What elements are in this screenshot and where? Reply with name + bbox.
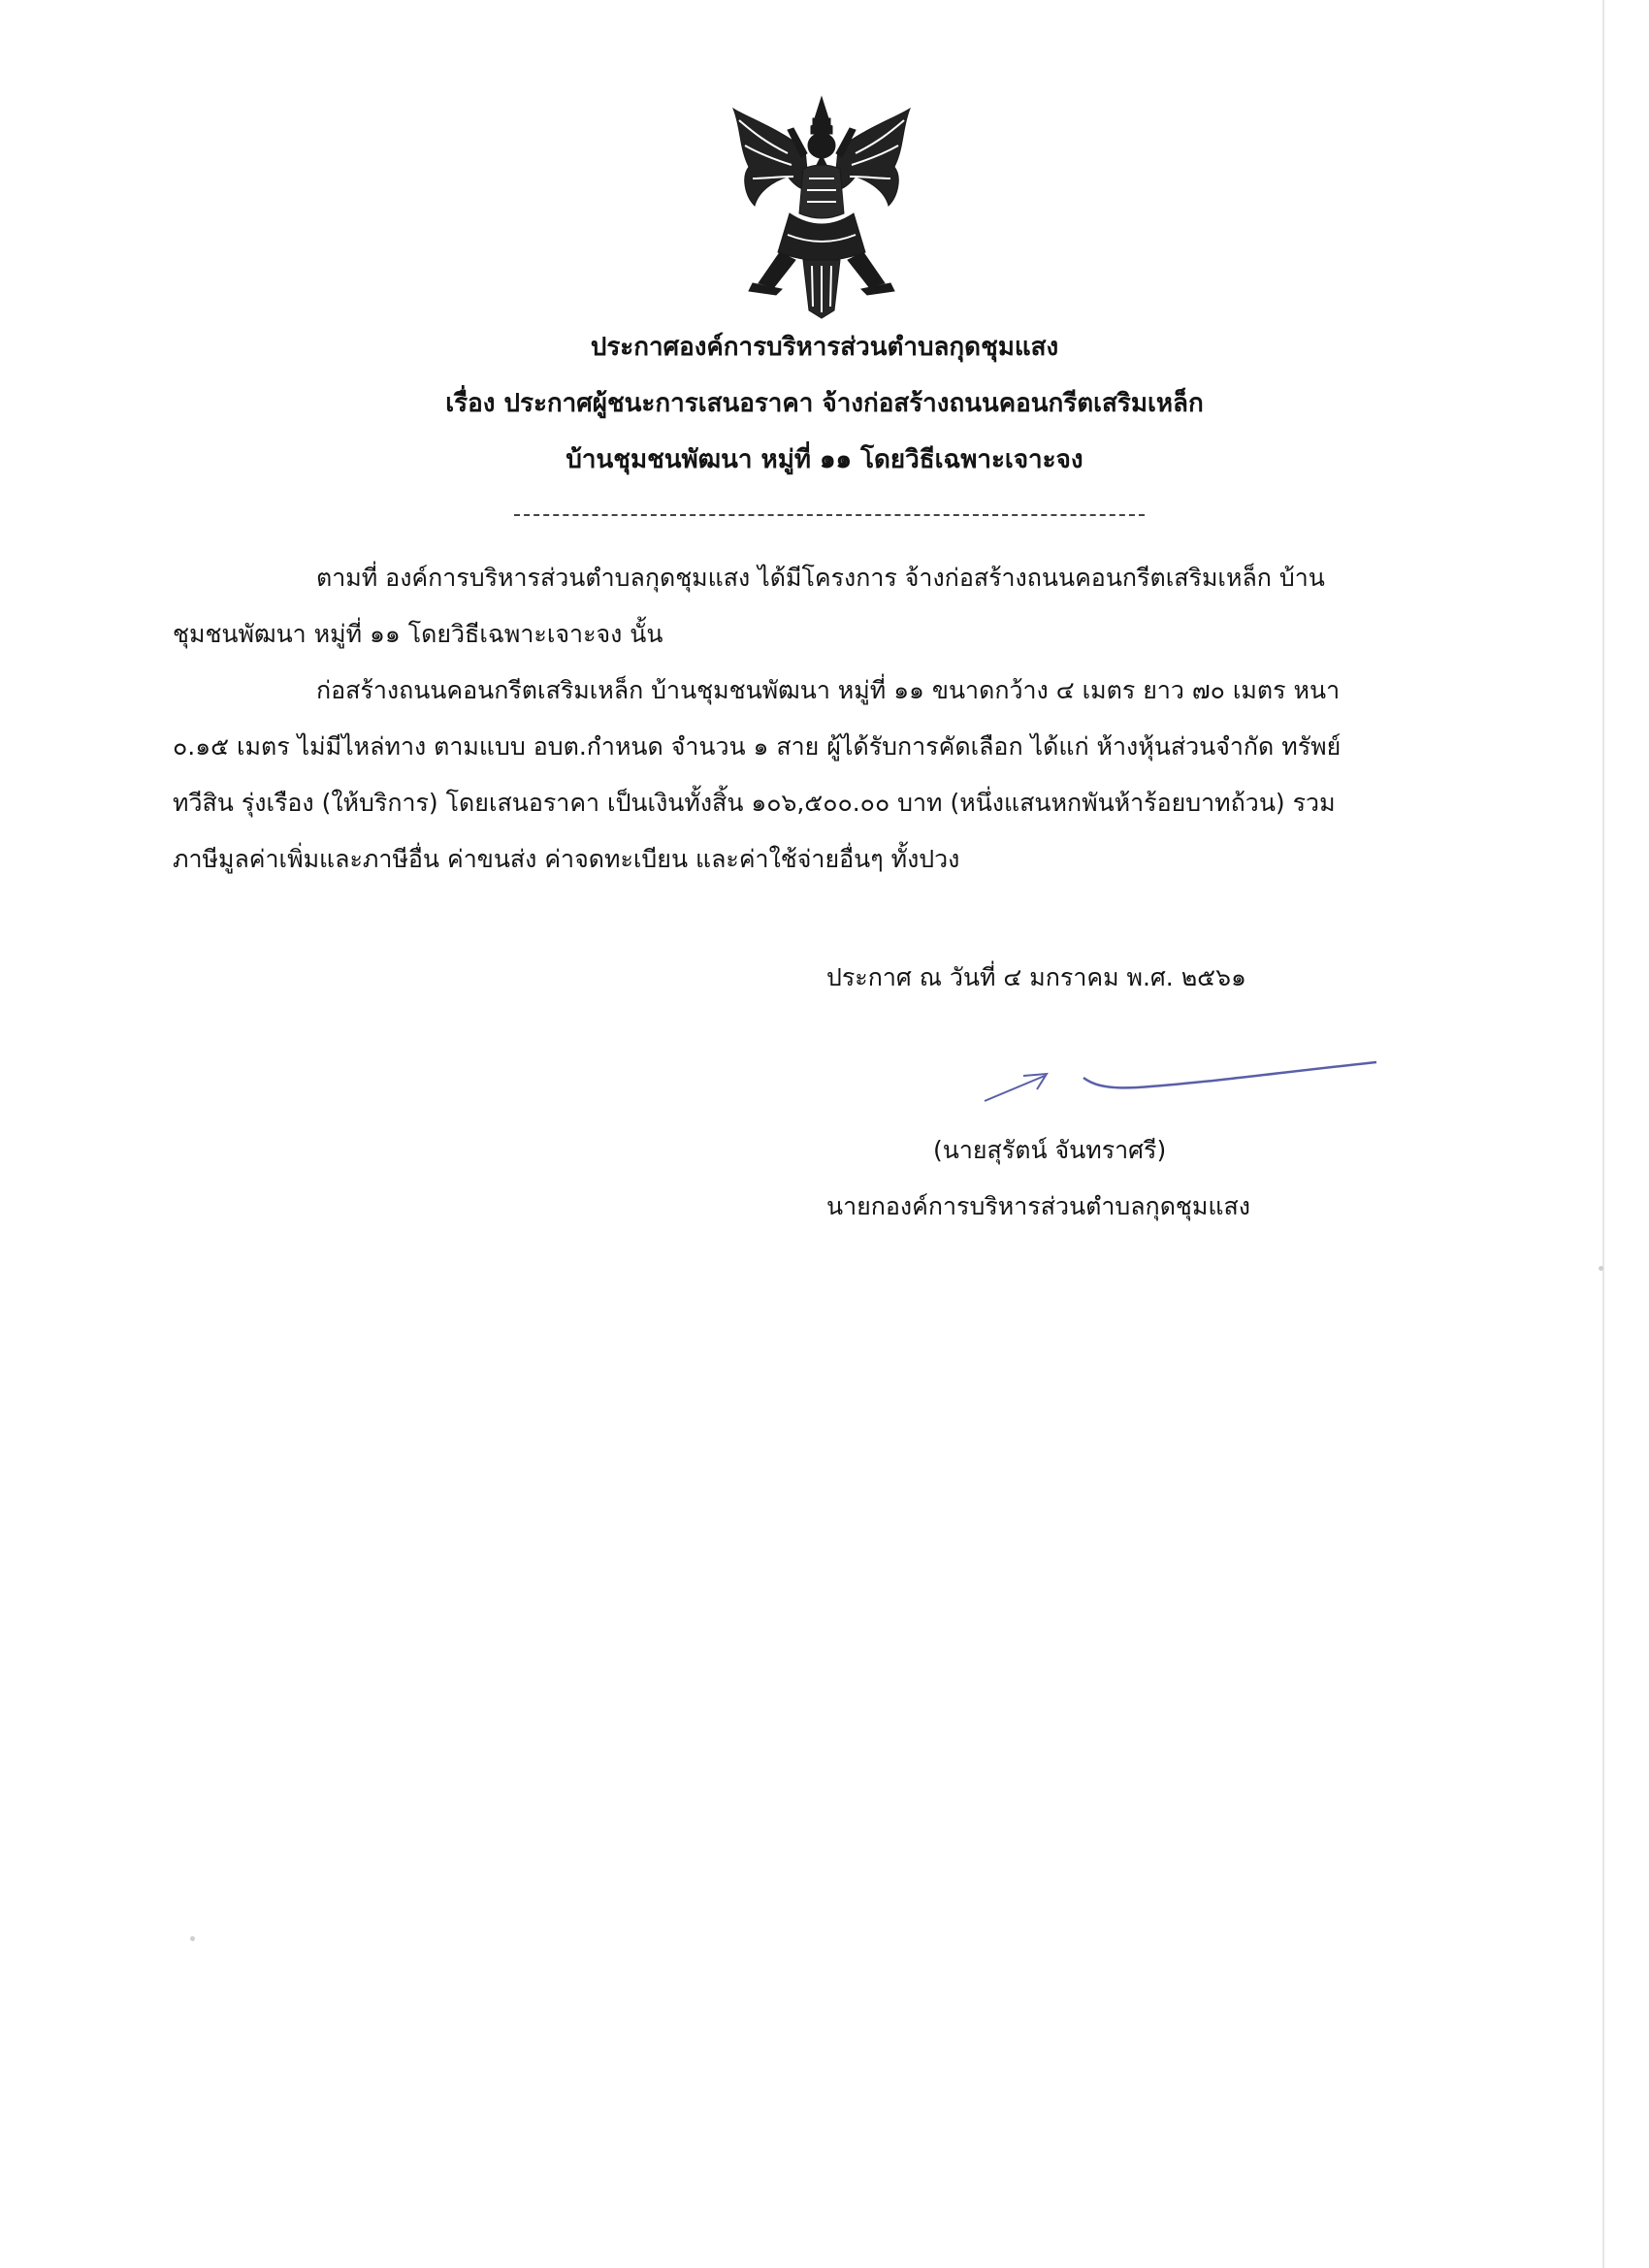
announcement-date: ประกาศ ณ วันที่ ๔ มกราคม พ.ศ. ๒๕๖๑: [826, 963, 1246, 991]
announcement-subject: เรื่อง ประกาศผู้ชนะการเสนอราคา จ้างก่อสร้างถนนคอนกรีตเสริมเหล็ก: [445, 389, 1204, 418]
paragraph-2-line-2: ๐.๑๕ เมตร ไม่มีไหล่ทาง ตามแบบ อบต.กำหนด จำนวน ๑ สาย ผู้ได้รับการคัดเลือก ได้แก่ ห้างหุ้นส่วนจำกัด ทรัพย์: [173, 732, 1342, 761]
scan-speck: [1599, 1266, 1603, 1271]
announcement-title: ประกาศองค์การบริหารส่วนตำบลกุดชุมแสง: [590, 333, 1059, 362]
paragraph-1-line-1: ตามที่ องค์การบริหารส่วนตำบลกุดชุมแสง ได้มีโครงการ จ้างก่อสร้างถนนคอนกรีตเสริมเหล็ก บ้าน: [316, 564, 1325, 592]
handwritten-signature: [975, 1053, 1382, 1111]
paragraph-2-line-1: ก่อสร้างถนนคอนกรีตเสริมเหล็ก บ้านชุมชนพัฒนา หมู่ที่ ๑๑ ขนาดกว้าง ๔ เมตร ยาว ๗๐ เมตร หนา: [316, 676, 1341, 704]
paragraph-2-line-4: ภาษีมูลค่าเพิ่มและภาษีอื่น ค่าขนส่ง ค่าจดทะเบียน และค่าใช้จ่ายอื่นๆ ทั้งปวง: [173, 845, 960, 873]
signatory-position: นายกองค์การบริหารส่วนตำบลกุดชุมแสง: [826, 1192, 1250, 1220]
announcement-subject-line2: บ้านชุมชนพัฒนา หมู่ที่ ๑๑ โดยวิธีเฉพาะเจาะจง: [566, 445, 1083, 474]
paragraph-1-line-2: ชุมชนพัฒนา หมู่ที่ ๑๑ โดยวิธีเฉพาะเจาะจง นั้น: [173, 620, 663, 648]
scan-speck: [190, 1936, 195, 1941]
paragraph-2-line-3: ทวีสิน รุ่งเรือง (ให้บริการ) โดยเสนอราคา เป็นเงินทั้งสิ้น ๑๐๖,๕๐๐.๐๐ บาท (หนึ่งแสนหกพันห้าร้อยบาทถ้วน) รวม: [173, 789, 1336, 817]
signatory-name: (นายสุรัตน์ จันทราศรี): [933, 1136, 1167, 1164]
garuda-emblem-icon: [720, 89, 923, 322]
separator-line: [514, 514, 1145, 516]
